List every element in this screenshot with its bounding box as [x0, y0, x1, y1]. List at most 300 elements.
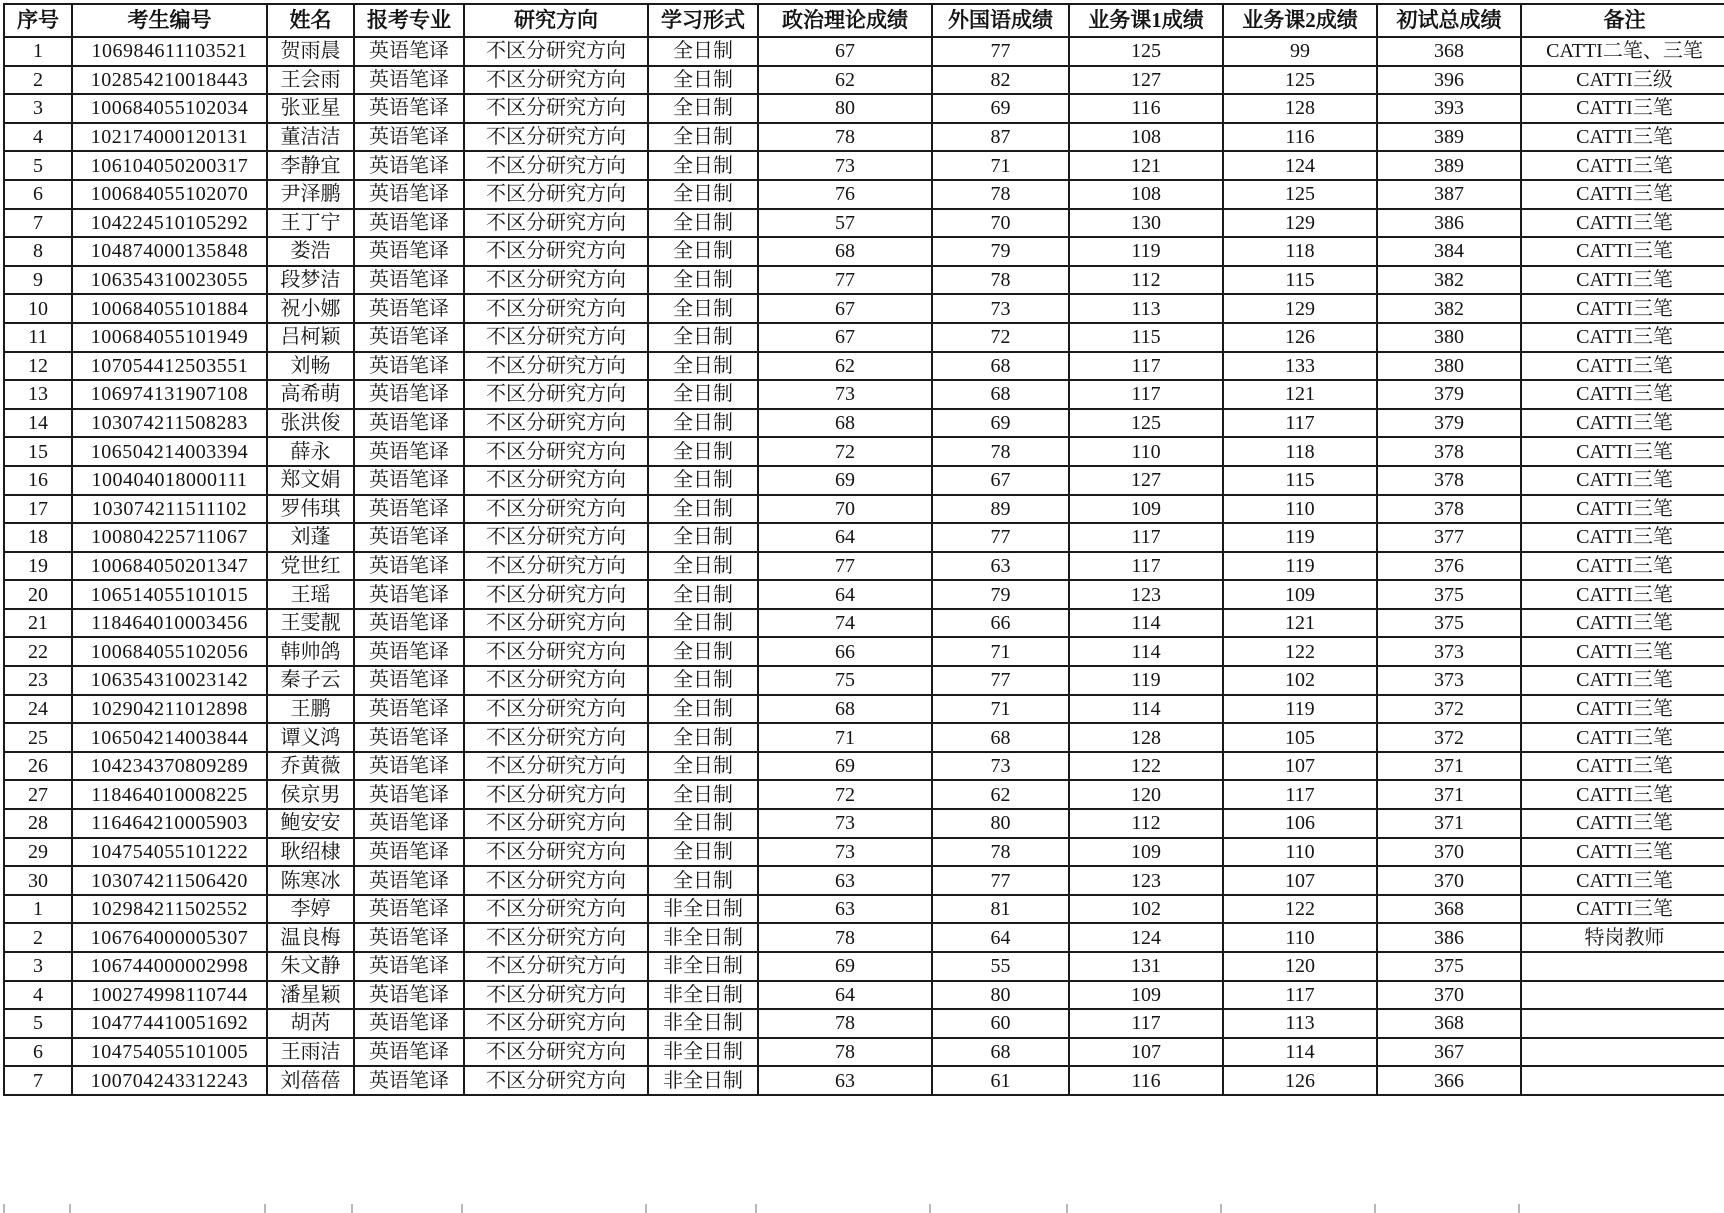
cell-total-score: 375 — [1377, 609, 1521, 638]
cell-remark: CATTI三笔 — [1521, 580, 1724, 609]
cell-candidate-id: 106504214003394 — [72, 437, 267, 466]
cell-remark: CATTI二笔、三笔 — [1521, 37, 1724, 66]
column-header-candidate-id: 考生编号 — [72, 4, 267, 37]
cell-candidate-id: 100684055102034 — [72, 94, 267, 123]
cell-total-score: 371 — [1377, 809, 1521, 838]
cell-index: 30 — [4, 866, 72, 895]
cell-index: 23 — [4, 666, 72, 695]
cell-foreign-language-score: 62 — [932, 780, 1069, 809]
gridline-stub — [1518, 1204, 1520, 1213]
cell-study-form: 非全日制 — [648, 923, 758, 952]
cell-course1-score: 127 — [1069, 66, 1223, 95]
cell-total-score: 386 — [1377, 209, 1521, 238]
cell-political-score: 77 — [758, 552, 932, 581]
cell-index: 14 — [4, 409, 72, 438]
cell-name: 贺雨晨 — [267, 37, 354, 66]
table-row — [4, 409, 1724, 438]
cell-research-direction: 不区分研究方向 — [464, 209, 648, 238]
table-row — [4, 523, 1724, 552]
cell-research-direction: 不区分研究方向 — [464, 552, 648, 581]
cell-foreign-language-score: 64 — [932, 923, 1069, 952]
cell-foreign-language-score: 61 — [932, 1066, 1069, 1095]
cell-total-score: 370 — [1377, 838, 1521, 867]
gridline-stub — [264, 1204, 266, 1213]
cell-remark: CATTI三笔 — [1521, 695, 1724, 724]
cell-political-score: 73 — [758, 151, 932, 180]
cell-index: 22 — [4, 637, 72, 666]
cell-total-score: 380 — [1377, 352, 1521, 381]
cell-index: 6 — [4, 180, 72, 209]
cell-index: 24 — [4, 695, 72, 724]
cell-foreign-language-score: 78 — [932, 180, 1069, 209]
gridline-stub — [1066, 1204, 1068, 1213]
cell-course2-score: 115 — [1223, 466, 1377, 495]
cell-course2-score: 119 — [1223, 695, 1377, 724]
column-header-political-score: 政治理论成绩 — [758, 4, 932, 37]
cell-course1-score: 119 — [1069, 237, 1223, 266]
cell-study-form: 非全日制 — [648, 1038, 758, 1067]
cell-name: 段梦洁 — [267, 266, 354, 295]
cell-political-score: 80 — [758, 94, 932, 123]
cell-candidate-id: 107054412503551 — [72, 352, 267, 381]
cell-foreign-language-score: 71 — [932, 695, 1069, 724]
gridline-stub — [1220, 1204, 1222, 1213]
cell-course2-score: 129 — [1223, 209, 1377, 238]
cell-research-direction: 不区分研究方向 — [464, 495, 648, 524]
cell-course1-score: 128 — [1069, 723, 1223, 752]
table-row — [4, 866, 1724, 895]
cell-course2-score: 117 — [1223, 981, 1377, 1010]
table-row — [4, 637, 1724, 666]
cell-name: 李静宜 — [267, 151, 354, 180]
cell-study-form: 全日制 — [648, 666, 758, 695]
cell-course2-score: 114 — [1223, 1038, 1377, 1067]
cell-research-direction: 不区分研究方向 — [464, 1038, 648, 1067]
cell-course1-score: 121 — [1069, 151, 1223, 180]
cell-candidate-id: 102174000120131 — [72, 123, 267, 152]
cell-research-direction: 不区分研究方向 — [464, 723, 648, 752]
cell-index: 5 — [4, 151, 72, 180]
cell-foreign-language-score: 89 — [932, 495, 1069, 524]
cell-remark: CATTI三笔 — [1521, 237, 1724, 266]
cell-major: 英语笔译 — [354, 380, 464, 409]
table-row — [4, 552, 1724, 581]
cell-course2-score: 115 — [1223, 266, 1377, 295]
cell-course2-score: 107 — [1223, 866, 1377, 895]
cell-remark: CATTI三笔 — [1521, 495, 1724, 524]
cell-course2-score: 117 — [1223, 409, 1377, 438]
cell-course1-score: 122 — [1069, 752, 1223, 781]
cell-political-score: 78 — [758, 923, 932, 952]
cell-course2-score: 105 — [1223, 723, 1377, 752]
cell-foreign-language-score: 69 — [932, 409, 1069, 438]
cell-research-direction: 不区分研究方向 — [464, 37, 648, 66]
table-row — [4, 94, 1724, 123]
cell-name: 胡芮 — [267, 1009, 354, 1038]
cell-course2-score: 125 — [1223, 180, 1377, 209]
cell-research-direction: 不区分研究方向 — [464, 1066, 648, 1095]
cell-foreign-language-score: 68 — [932, 380, 1069, 409]
cell-political-score: 73 — [758, 809, 932, 838]
table-row — [4, 37, 1724, 66]
cell-major: 英语笔译 — [354, 723, 464, 752]
cell-course2-score: 120 — [1223, 952, 1377, 981]
cell-foreign-language-score: 68 — [932, 723, 1069, 752]
table-row — [4, 609, 1724, 638]
cell-political-score: 67 — [758, 37, 932, 66]
column-header-study-form: 学习形式 — [648, 4, 758, 37]
cell-course1-score: 123 — [1069, 866, 1223, 895]
table-row — [4, 209, 1724, 238]
cell-remark: CATTI三笔 — [1521, 866, 1724, 895]
cell-political-score: 75 — [758, 666, 932, 695]
cell-study-form: 非全日制 — [648, 981, 758, 1010]
cell-candidate-id: 104774410051692 — [72, 1009, 267, 1038]
cell-study-form: 非全日制 — [648, 895, 758, 924]
cell-candidate-id: 106984611103521 — [72, 37, 267, 66]
cell-research-direction: 不区分研究方向 — [464, 609, 648, 638]
cell-total-score: 372 — [1377, 723, 1521, 752]
cell-major: 英语笔译 — [354, 123, 464, 152]
cell-major: 英语笔译 — [354, 1038, 464, 1067]
table-row — [4, 437, 1724, 466]
cell-foreign-language-score: 80 — [932, 809, 1069, 838]
cell-name: 王会雨 — [267, 66, 354, 95]
cell-course2-score: 107 — [1223, 752, 1377, 781]
cell-political-score: 66 — [758, 637, 932, 666]
cell-remark: CATTI三笔 — [1521, 123, 1724, 152]
cell-total-score: 375 — [1377, 952, 1521, 981]
table-row — [4, 666, 1724, 695]
cell-research-direction: 不区分研究方向 — [464, 409, 648, 438]
cell-course1-score: 114 — [1069, 609, 1223, 638]
table-row — [4, 380, 1724, 409]
cell-remark: CATTI三笔 — [1521, 94, 1724, 123]
cell-major: 英语笔译 — [354, 895, 464, 924]
cell-index: 2 — [4, 923, 72, 952]
cell-name: 刘蓬 — [267, 523, 354, 552]
cell-study-form: 全日制 — [648, 809, 758, 838]
cell-name: 王瑶 — [267, 580, 354, 609]
cell-candidate-id: 100804225711067 — [72, 523, 267, 552]
column-header-name: 姓名 — [267, 4, 354, 37]
cell-political-score: 73 — [758, 838, 932, 867]
cell-research-direction: 不区分研究方向 — [464, 1009, 648, 1038]
cell-total-score: 386 — [1377, 923, 1521, 952]
cell-course1-score: 127 — [1069, 466, 1223, 495]
gridline-stub — [3, 1204, 5, 1213]
cell-course1-score: 109 — [1069, 981, 1223, 1010]
cell-study-form: 全日制 — [648, 752, 758, 781]
cell-total-score: 389 — [1377, 151, 1521, 180]
cell-political-score: 78 — [758, 1009, 932, 1038]
cell-political-score: 69 — [758, 466, 932, 495]
cell-index: 4 — [4, 123, 72, 152]
cell-remark: CATTI三笔 — [1521, 180, 1724, 209]
cell-total-score: 368 — [1377, 37, 1521, 66]
cell-foreign-language-score: 81 — [932, 895, 1069, 924]
cell-study-form: 全日制 — [648, 695, 758, 724]
cell-study-form: 非全日制 — [648, 1009, 758, 1038]
cell-research-direction: 不区分研究方向 — [464, 838, 648, 867]
cell-total-score: 371 — [1377, 780, 1521, 809]
cell-candidate-id: 103074211508283 — [72, 409, 267, 438]
cell-total-score: 382 — [1377, 294, 1521, 323]
cell-total-score: 387 — [1377, 180, 1521, 209]
cell-study-form: 全日制 — [648, 437, 758, 466]
table-row — [4, 294, 1724, 323]
cell-research-direction: 不区分研究方向 — [464, 523, 648, 552]
cell-foreign-language-score: 63 — [932, 552, 1069, 581]
cell-course1-score: 113 — [1069, 294, 1223, 323]
cell-major: 英语笔译 — [354, 409, 464, 438]
cell-major: 英语笔译 — [354, 37, 464, 66]
cell-candidate-id: 104224510105292 — [72, 209, 267, 238]
cell-foreign-language-score: 87 — [932, 123, 1069, 152]
cell-name: 尹泽鹏 — [267, 180, 354, 209]
cell-foreign-language-score: 66 — [932, 609, 1069, 638]
cell-study-form: 非全日制 — [648, 952, 758, 981]
column-header-course1-score: 业务课1成绩 — [1069, 4, 1223, 37]
column-header-total-score: 初试总成绩 — [1377, 4, 1521, 37]
cell-research-direction: 不区分研究方向 — [464, 151, 648, 180]
cell-political-score: 63 — [758, 1066, 932, 1095]
cell-study-form: 全日制 — [648, 495, 758, 524]
cell-candidate-id: 104754055101222 — [72, 838, 267, 867]
cell-name: 李婷 — [267, 895, 354, 924]
cell-candidate-id: 100684055102070 — [72, 180, 267, 209]
cell-remark: CATTI三笔 — [1521, 380, 1724, 409]
cell-remark: CATTI三笔 — [1521, 266, 1724, 295]
cell-research-direction: 不区分研究方向 — [464, 94, 648, 123]
cell-political-score: 72 — [758, 780, 932, 809]
cell-course1-score: 123 — [1069, 580, 1223, 609]
cell-political-score: 69 — [758, 952, 932, 981]
cell-remark: CATTI三笔 — [1521, 209, 1724, 238]
cell-course2-score: 133 — [1223, 352, 1377, 381]
cell-index: 12 — [4, 352, 72, 381]
cell-research-direction: 不区分研究方向 — [464, 666, 648, 695]
cell-study-form: 全日制 — [648, 866, 758, 895]
table-row — [4, 180, 1724, 209]
cell-remark — [1521, 952, 1724, 981]
cell-major: 英语笔译 — [354, 266, 464, 295]
table-row — [4, 495, 1724, 524]
admission-scores-table — [3, 3, 1724, 1096]
cell-major: 英语笔译 — [354, 294, 464, 323]
table-row — [4, 1038, 1724, 1067]
cell-study-form: 全日制 — [648, 37, 758, 66]
column-header-index: 序号 — [4, 4, 72, 37]
cell-course2-score: 126 — [1223, 1066, 1377, 1095]
cell-index: 4 — [4, 981, 72, 1010]
cell-study-form: 全日制 — [648, 609, 758, 638]
cell-name: 董洁洁 — [267, 123, 354, 152]
cell-total-score: 393 — [1377, 94, 1521, 123]
table-row — [4, 752, 1724, 781]
cell-study-form: 全日制 — [648, 209, 758, 238]
cell-research-direction: 不区分研究方向 — [464, 123, 648, 152]
cell-course1-score: 117 — [1069, 523, 1223, 552]
cell-course1-score: 116 — [1069, 1066, 1223, 1095]
cell-candidate-id: 100404018000111 — [72, 466, 267, 495]
cell-study-form: 全日制 — [648, 409, 758, 438]
cell-course1-score: 124 — [1069, 923, 1223, 952]
cell-course2-score: 121 — [1223, 609, 1377, 638]
cell-name: 耿绍棣 — [267, 838, 354, 867]
cell-political-score: 67 — [758, 323, 932, 352]
cell-total-score: 376 — [1377, 552, 1521, 581]
cell-candidate-id: 118464010008225 — [72, 780, 267, 809]
cell-foreign-language-score: 80 — [932, 981, 1069, 1010]
cell-remark: CATTI三笔 — [1521, 466, 1724, 495]
cell-candidate-id: 100684055101884 — [72, 294, 267, 323]
cell-total-score: 373 — [1377, 666, 1521, 695]
cell-major: 英语笔译 — [354, 552, 464, 581]
cell-index: 21 — [4, 609, 72, 638]
cell-index: 3 — [4, 94, 72, 123]
cell-remark — [1521, 1038, 1724, 1067]
cell-remark: CATTI三笔 — [1521, 666, 1724, 695]
cell-research-direction: 不区分研究方向 — [464, 752, 648, 781]
cell-political-score: 62 — [758, 352, 932, 381]
cell-total-score: 380 — [1377, 323, 1521, 352]
cell-foreign-language-score: 71 — [932, 637, 1069, 666]
cell-remark — [1521, 1009, 1724, 1038]
cell-research-direction: 不区分研究方向 — [464, 66, 648, 95]
gridline-stub — [1374, 1204, 1376, 1213]
cell-index: 8 — [4, 237, 72, 266]
cell-remark: CATTI三笔 — [1521, 723, 1724, 752]
cell-index: 28 — [4, 809, 72, 838]
cell-course1-score: 125 — [1069, 409, 1223, 438]
cell-course2-score: 124 — [1223, 151, 1377, 180]
cell-study-form: 全日制 — [648, 352, 758, 381]
cell-major: 英语笔译 — [354, 94, 464, 123]
cell-candidate-id: 116464210005903 — [72, 809, 267, 838]
cell-total-score: 377 — [1377, 523, 1521, 552]
cell-foreign-language-score: 71 — [932, 151, 1069, 180]
cell-index: 3 — [4, 952, 72, 981]
table-row — [4, 1066, 1724, 1095]
cell-index: 5 — [4, 1009, 72, 1038]
cell-study-form: 全日制 — [648, 380, 758, 409]
cell-foreign-language-score: 78 — [932, 838, 1069, 867]
cell-candidate-id: 106354310023142 — [72, 666, 267, 695]
cell-candidate-id: 106504214003844 — [72, 723, 267, 752]
cell-remark: CATTI三笔 — [1521, 151, 1724, 180]
cell-course1-score: 116 — [1069, 94, 1223, 123]
cell-name: 娄浩 — [267, 237, 354, 266]
cell-index: 27 — [4, 780, 72, 809]
cell-research-direction: 不区分研究方向 — [464, 466, 648, 495]
cell-course1-score: 119 — [1069, 666, 1223, 695]
cell-course1-score: 112 — [1069, 266, 1223, 295]
cell-study-form: 全日制 — [648, 123, 758, 152]
cell-foreign-language-score: 60 — [932, 1009, 1069, 1038]
cell-remark — [1521, 1066, 1724, 1095]
cell-political-score: 62 — [758, 66, 932, 95]
cell-foreign-language-score: 70 — [932, 209, 1069, 238]
cell-course2-score: 122 — [1223, 637, 1377, 666]
cell-study-form: 全日制 — [648, 237, 758, 266]
cell-name: 刘蓓蓓 — [267, 1066, 354, 1095]
table-row — [4, 66, 1724, 95]
cell-candidate-id: 103074211506420 — [72, 866, 267, 895]
table-row — [4, 352, 1724, 381]
cell-foreign-language-score: 82 — [932, 66, 1069, 95]
cell-course2-score: 122 — [1223, 895, 1377, 924]
cell-course1-score: 108 — [1069, 180, 1223, 209]
cell-course1-score: 117 — [1069, 1009, 1223, 1038]
cell-name: 张亚星 — [267, 94, 354, 123]
cell-study-form: 全日制 — [648, 723, 758, 752]
column-header-research-direction: 研究方向 — [464, 4, 648, 37]
gridline-stub — [755, 1204, 757, 1213]
cell-research-direction: 不区分研究方向 — [464, 266, 648, 295]
cell-major: 英语笔译 — [354, 466, 464, 495]
cell-major: 英语笔译 — [354, 1066, 464, 1095]
cell-foreign-language-score: 78 — [932, 437, 1069, 466]
cell-study-form: 非全日制 — [648, 1066, 758, 1095]
table-row — [4, 323, 1724, 352]
cell-course2-score: 121 — [1223, 380, 1377, 409]
table-row — [4, 151, 1724, 180]
cell-foreign-language-score: 55 — [932, 952, 1069, 981]
cell-major: 英语笔译 — [354, 609, 464, 638]
column-header-major: 报考专业 — [354, 4, 464, 37]
cell-candidate-id: 104874000135848 — [72, 237, 267, 266]
cell-study-form: 全日制 — [648, 580, 758, 609]
gridline-stub — [461, 1204, 463, 1213]
cell-candidate-id: 100684055102056 — [72, 637, 267, 666]
cell-candidate-id: 104234370809289 — [72, 752, 267, 781]
cell-foreign-language-score: 79 — [932, 237, 1069, 266]
cell-total-score: 366 — [1377, 1066, 1521, 1095]
cell-index: 29 — [4, 838, 72, 867]
cell-course2-score: 129 — [1223, 294, 1377, 323]
cell-political-score: 68 — [758, 409, 932, 438]
cell-index: 7 — [4, 209, 72, 238]
cell-foreign-language-score: 69 — [932, 94, 1069, 123]
cell-research-direction: 不区分研究方向 — [464, 952, 648, 981]
cell-research-direction: 不区分研究方向 — [464, 580, 648, 609]
cell-research-direction: 不区分研究方向 — [464, 323, 648, 352]
cell-course2-score: 118 — [1223, 237, 1377, 266]
cell-political-score: 69 — [758, 752, 932, 781]
table-row — [4, 123, 1724, 152]
cell-name: 乔黄薇 — [267, 752, 354, 781]
cell-index: 18 — [4, 523, 72, 552]
cell-course1-score: 112 — [1069, 809, 1223, 838]
cell-foreign-language-score: 78 — [932, 266, 1069, 295]
cell-name: 侯京男 — [267, 780, 354, 809]
cell-research-direction: 不区分研究方向 — [464, 866, 648, 895]
cell-major: 英语笔译 — [354, 437, 464, 466]
cell-name: 王丁宁 — [267, 209, 354, 238]
cell-remark: CATTI三笔 — [1521, 437, 1724, 466]
cell-major: 英语笔译 — [354, 180, 464, 209]
cell-study-form: 全日制 — [648, 466, 758, 495]
cell-foreign-language-score: 68 — [932, 352, 1069, 381]
cell-total-score: 378 — [1377, 495, 1521, 524]
cell-research-direction: 不区分研究方向 — [464, 895, 648, 924]
cell-political-score: 63 — [758, 895, 932, 924]
table-row — [4, 580, 1724, 609]
cell-course2-score: 110 — [1223, 838, 1377, 867]
gridline-stub — [645, 1204, 647, 1213]
cell-total-score: 370 — [1377, 981, 1521, 1010]
